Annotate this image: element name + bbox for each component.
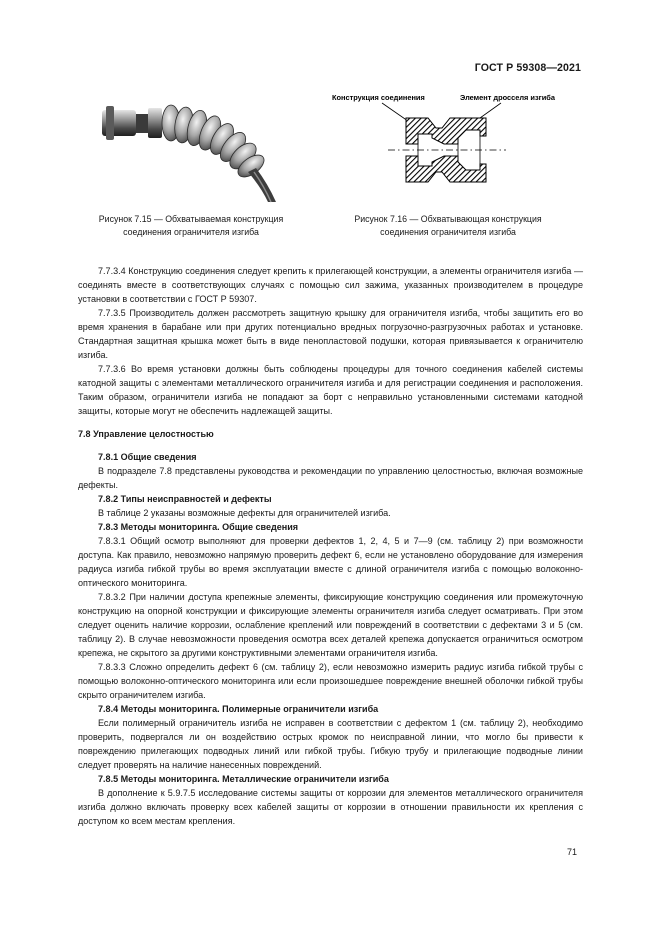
heading-7-8-3: 7.8.3 Методы мониторинга. Общие сведения (98, 522, 299, 532)
figure-7-16-caption: Рисунок 7.16 — Обхватывающая конструкция соединения ограничителя изгиба (354, 214, 542, 237)
heading-7-8-2: 7.8.2 Типы неисправностей и дефекты (98, 494, 272, 504)
paragraph-7-8-5: В дополнение к 5.9.7.5 исследование системы защиты от коррозии для элементов металлического ограничителя изгиба должно включать проверку всех кабелей защиты от коррозии в отношении правильности их крепления с доступом ко всем местам крепления. (78, 788, 583, 826)
paragraph-7-7-3-5: 7.7.3.5 Производитель должен рассмотреть защитную крышку для ограничителя изгиба, чтобы защитить его во время хранения в барабане или при других потенциально вредных погрузочно-разгрузочных работах и установке. Стандартная защитная крышка может быть в виде пенопластовой подушки, которая привязывается к ограничителю изгиба. (78, 308, 583, 360)
paragraph-7-8-3-1: 7.8.3.1 Общий осмотр выполняют для проверки дефектов 1, 2, 4, 5 и 7—9 (см. таблицу 2) при возможности доступа. Как правило, невозможно напрямую проверить дефект 6, если не установлено оборудование для измерения радиуса изгиба гибкой трубы во время эксплуатации вместе с длиной ограничителя изгиба с помощью волоконно-оптического мониторинга. (78, 536, 583, 588)
document-id: ГОСТ Р 59308—2021 (474, 62, 581, 74)
document-body (78, 264, 583, 828)
paragraph-7-8-3-2: 7.8.3.2 При наличии доступа крепежные элементы, фиксирующие конструкцию соединения или промежуточную конструкцию на опорной конструкции и фиксирующие элементы ограничителя изгиба следует осматривать. При этом следует оценить наличие коррозии, ослабление креплений или повреждений в соответствии с дефектами 3 и 5 (см. таблицу 2). В случае невозможности проведения осмотра всех деталей крепежа допускается ограничиться осмотром крепежа, не скрытого за другими конструктивными элементами ограничителя изгиба. (78, 592, 583, 658)
paragraph-7-8-2: В таблице 2 указаны возможные дефекты для ограничителей изгиба. (98, 508, 391, 518)
paragraph-7-8-4: Если полимерный ограничитель изгиба не исправен в соответствии с дефектом 1 (см. таблицу 2), необходимо проверить, подвергался ли он воздействию острых кромок по неисправной линии, что могло бы привести к повреждению прилегающих подводных линий или гибкой трубы. Гибкую трубу и прилегающие подводные линии следует проверять на наличие нанесенных повреждений. (78, 718, 583, 770)
paragraph-7-8-3-3: 7.8.3.3 Сложно определить дефект 6 (см. таблицу 2), если невозможно измерить радиус изгиба гибкой трубы с помощью волоконно-оптического мониторинга или если произошедшее повреждение внешней оболочки гибкой трубы скрыто ограничителем изгиба. (78, 662, 583, 700)
paragraph-7-7-3-4: 7.7.3.4 Конструкцию соединения следует крепить к прилегающей конструкции, а элементы ограничителя изгиба — соединять вместе в соответствующих случаях с помощью сил зажима, указанных производителем в процедуре установки в соответствии с ГОСТ Р 59307. (78, 266, 583, 304)
figure-7-15-image (96, 92, 286, 204)
fig-7-16-label-choke: Элемент дросселя изгиба (460, 93, 555, 102)
heading-7-8-5: 7.8.5 Методы мониторинга. Металлические ограничители изгиба (98, 774, 389, 784)
heading-7-8-4: 7.8.4 Методы мониторинга. Полимерные ограничители изгиба (98, 704, 379, 714)
paragraph-7-7-3-6: 7.7.3.6 Во время установки должны быть соблюдены процедуры для точного соединения кабелей системы катодной защиты с элементами металлического ограничителя изгиба и для регистрации соединения и расположения. Таким образом, ограничители изгиба не попадают за борт с неправильно установленными системами катодной защиты, которые могут не обеспечить надлежащей защиты. (78, 364, 583, 416)
page-number: 71 (567, 847, 578, 857)
figure-7-16-drawing (326, 88, 576, 212)
fig-7-16-label-connection: Конструкция соединения (332, 93, 425, 102)
paragraph-7-8-1: В подразделе 7.8 представлены руководства и рекомендации по управлению целостностью, включая возможные дефекты. (78, 466, 583, 490)
heading-7-8: 7.8 Управление целостностью (78, 429, 214, 439)
figure-7-15-caption: Рисунок 7.15 — Обхватываемая конструкция соединения ограничителя изгиба (98, 214, 284, 237)
heading-7-8-1: 7.8.1 Общие сведения (98, 452, 197, 462)
